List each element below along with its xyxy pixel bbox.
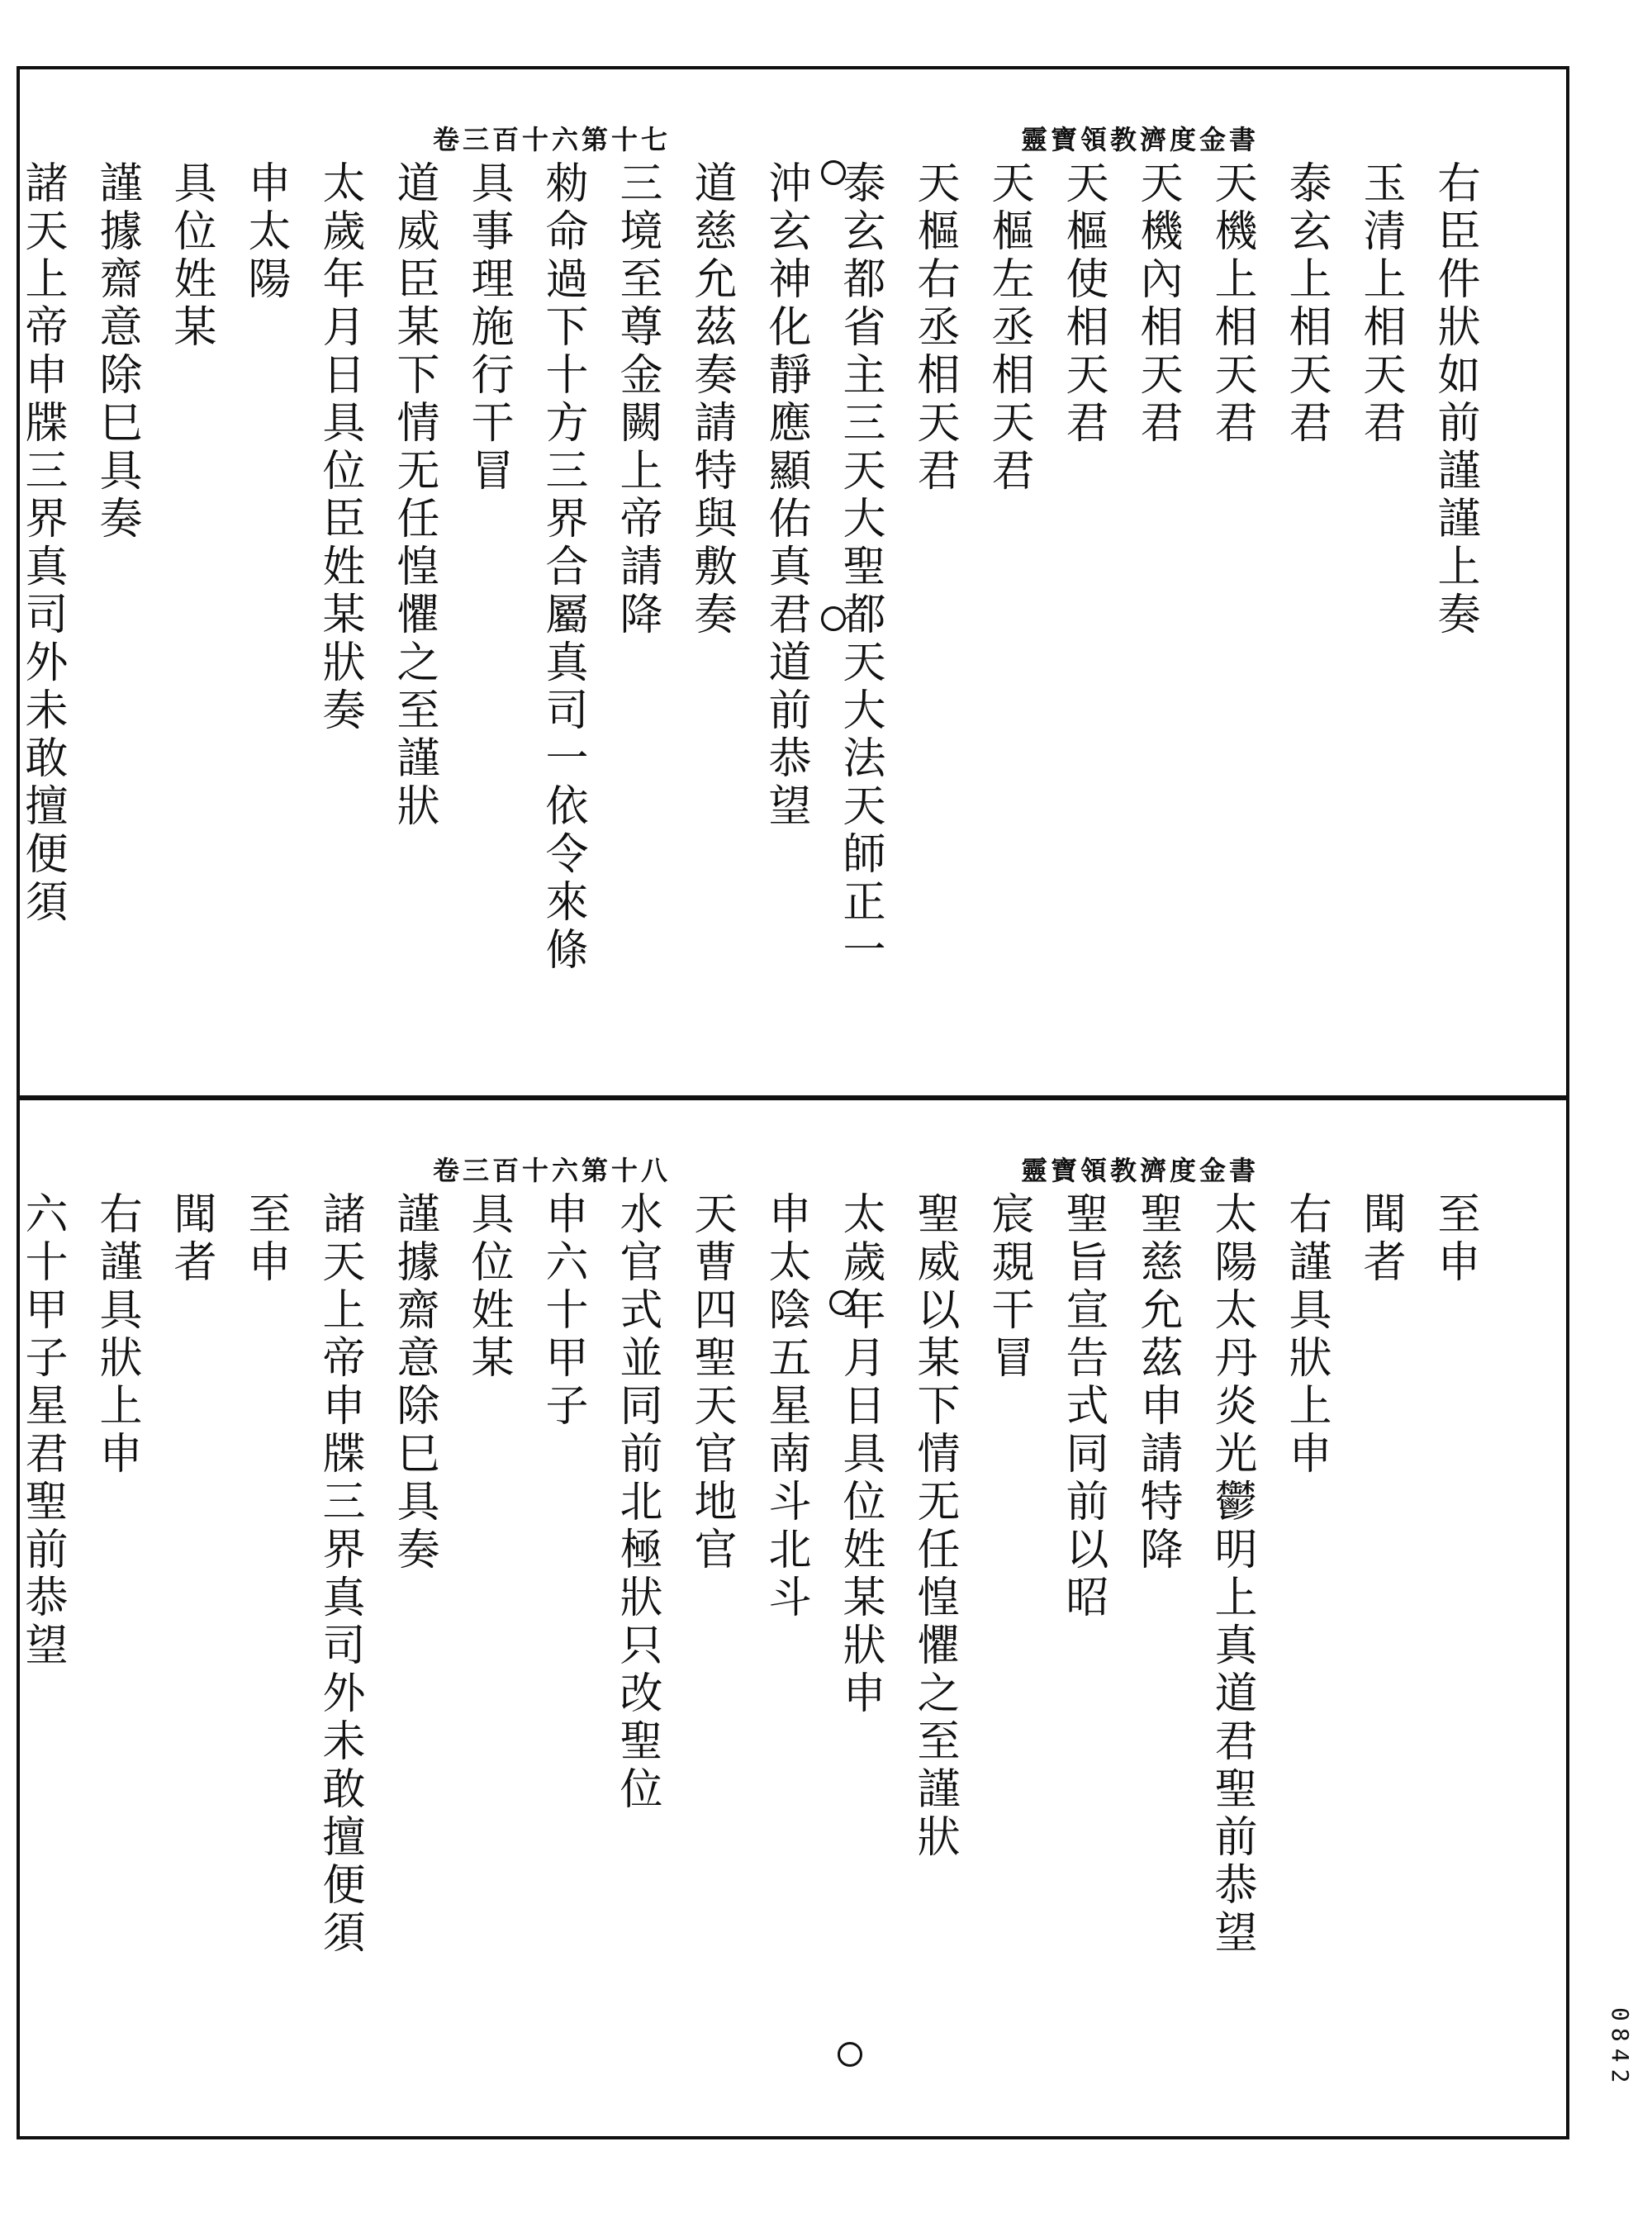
text-column: 天樞右丞相天君 xyxy=(909,160,959,496)
circle-mark xyxy=(829,1290,854,1315)
text-column: 六十甲子星君聖前恭望 xyxy=(17,1191,67,1670)
text-column: 右謹具狀上申 xyxy=(1281,1191,1331,1479)
circle-mark xyxy=(838,2042,862,2067)
text-column: 聞者 xyxy=(1355,1191,1405,1287)
text-column: 謹據齋意除巳具奏 xyxy=(92,160,141,544)
text-column: 具位姓某 xyxy=(463,1191,513,1383)
text-column: 右臣件狀如前謹謹上奏 xyxy=(1430,160,1479,639)
text-column: 至申 xyxy=(240,1191,290,1287)
text-column: 諸天上帝申牒三界真司外未敢擅便須 xyxy=(315,1191,364,1958)
text-column: 泰玄都省主三天大聖都天大法天師正一 xyxy=(835,160,885,975)
bottom-header xyxy=(433,1150,1259,1188)
bottom-text-columns xyxy=(5,1191,1492,2227)
text-column: 泰玄上相天君 xyxy=(1281,160,1331,448)
text-column: 天曹四聖天官地官 xyxy=(686,1191,736,1574)
text-column: 水官式並同前北極狀只改聖位 xyxy=(612,1191,662,1814)
text-column: 玉清上相天君 xyxy=(1355,160,1405,448)
text-column: 勑命過下十方三界合屬真司一依令來條 xyxy=(538,160,587,975)
bottom-header-right: 靈寶領教濟度金書 xyxy=(1020,1155,1259,1186)
text-column: 太歲年月日具位臣姓某狀奏 xyxy=(315,160,364,735)
bottom-header-left: 卷三百十六第十八 xyxy=(433,1155,672,1186)
page-number: 0842 xyxy=(1607,2007,1634,2090)
text-column: 天機內相天君 xyxy=(1132,160,1182,448)
text-column: 右謹具狀上申 xyxy=(92,1191,141,1479)
top-text-columns xyxy=(5,160,1492,1186)
text-column: 天機上相天君 xyxy=(1207,160,1256,448)
text-column: 太陽太丹炎光鬱明上真道君聖前恭望 xyxy=(1207,1191,1256,1958)
text-column: 沖玄神化靜應顯佑真君道前恭望 xyxy=(761,160,810,831)
text-column: 太歲年月日具位姓某狀申 xyxy=(835,1191,885,1718)
bottom-page-panel xyxy=(17,1099,1569,2139)
text-column: 至申 xyxy=(1430,1191,1479,1287)
text-column: 申太陰五星南斗北斗 xyxy=(761,1191,810,1622)
text-column: 宸覝干冒 xyxy=(984,1191,1033,1383)
text-column: 聖慈允茲申請特降 xyxy=(1132,1191,1182,1574)
text-column: 聞者 xyxy=(166,1191,216,1287)
top-header-right: 靈寶領教濟度金書 xyxy=(1020,124,1259,155)
text-column: 謹據齋意除巳具奏 xyxy=(389,1191,439,1574)
circle-mark xyxy=(821,606,846,631)
text-column: 聖威以某下情无任惶懼之至謹狀 xyxy=(909,1191,959,1862)
text-column: 申六十甲子 xyxy=(538,1191,587,1431)
top-page-panel xyxy=(17,66,1569,1099)
text-column: 具事理施行干冒 xyxy=(463,160,513,496)
text-column: 道慈允茲奏請特與敷奏 xyxy=(686,160,736,639)
text-column: 道威臣某下情无任惶懼之至謹狀 xyxy=(389,160,439,831)
text-column: 三境至尊金闕上帝請降 xyxy=(612,160,662,639)
text-column: 諸天上帝申牒三界真司外未敢擅便須 xyxy=(17,160,67,927)
text-column: 聖旨宣告式同前以昭 xyxy=(1058,1191,1108,1622)
circle-mark xyxy=(821,160,846,185)
top-header-left: 卷三百十六第十七 xyxy=(433,124,672,155)
text-column: 申太陽 xyxy=(240,160,290,304)
text-column: 具位姓某 xyxy=(166,160,216,352)
text-column: 天樞使相天君 xyxy=(1058,160,1108,448)
text-column: 天樞左丞相天君 xyxy=(984,160,1033,496)
top-header xyxy=(433,119,1259,157)
